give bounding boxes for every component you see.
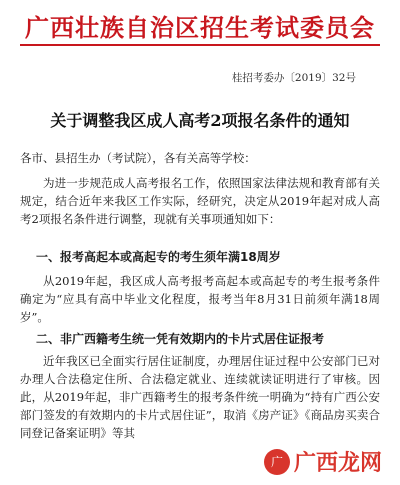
site-watermark: [258, 444, 388, 479]
section-body-1: 从2019年起，我区成人高考报考高起本或高起专的考生报考条件确定为“应具有高中毕业文化程度，报考当年8月31日前须年满18周岁”。: [20, 274, 380, 324]
watermark-logo-icon: 广: [264, 449, 290, 475]
issuer-header: 广西壮族自治区招生考试委员会: [25, 14, 375, 42]
watermark-text: 广西龙网: [293, 451, 382, 476]
section-heading-2: 二、非广西籍考生统一凭有效期内的卡片式居住证报考: [36, 332, 325, 346]
document-title: 关于调整我区成人高考2项报名条件的通知: [50, 111, 350, 130]
document-number: 桂招考委办〔2019〕32号: [231, 72, 356, 84]
addressee: 各市、县招生办（考试院），各有关高等学校：: [20, 151, 256, 165]
intro-paragraph: 为进一步规范成人高考报名工作，依照国家法律法规和教育部有关规定，结合近年来我区工作实际，经研究，决定从2019年起对成人高考2项报名条件进行调整，现就有关事项通知如下：: [20, 176, 380, 226]
section-heading-1: 一、报考高起本或高起专的考生须年满18周岁: [36, 250, 281, 264]
red-divider: [20, 44, 380, 46]
section-body-2: 近年我区已全面实行居住证制度，办理居住证过程中公安部门已对办理人合法稳定住所、合法稳定就业、连续就读证明进行了审核。因此，从2019年起，非广西籍考生的报考条件统一明确为“持有广西公安部门签发的有效期内的卡片式居住证”，取消《房产证》《商品房买卖合同登记备案证明》等其: [20, 354, 380, 440]
